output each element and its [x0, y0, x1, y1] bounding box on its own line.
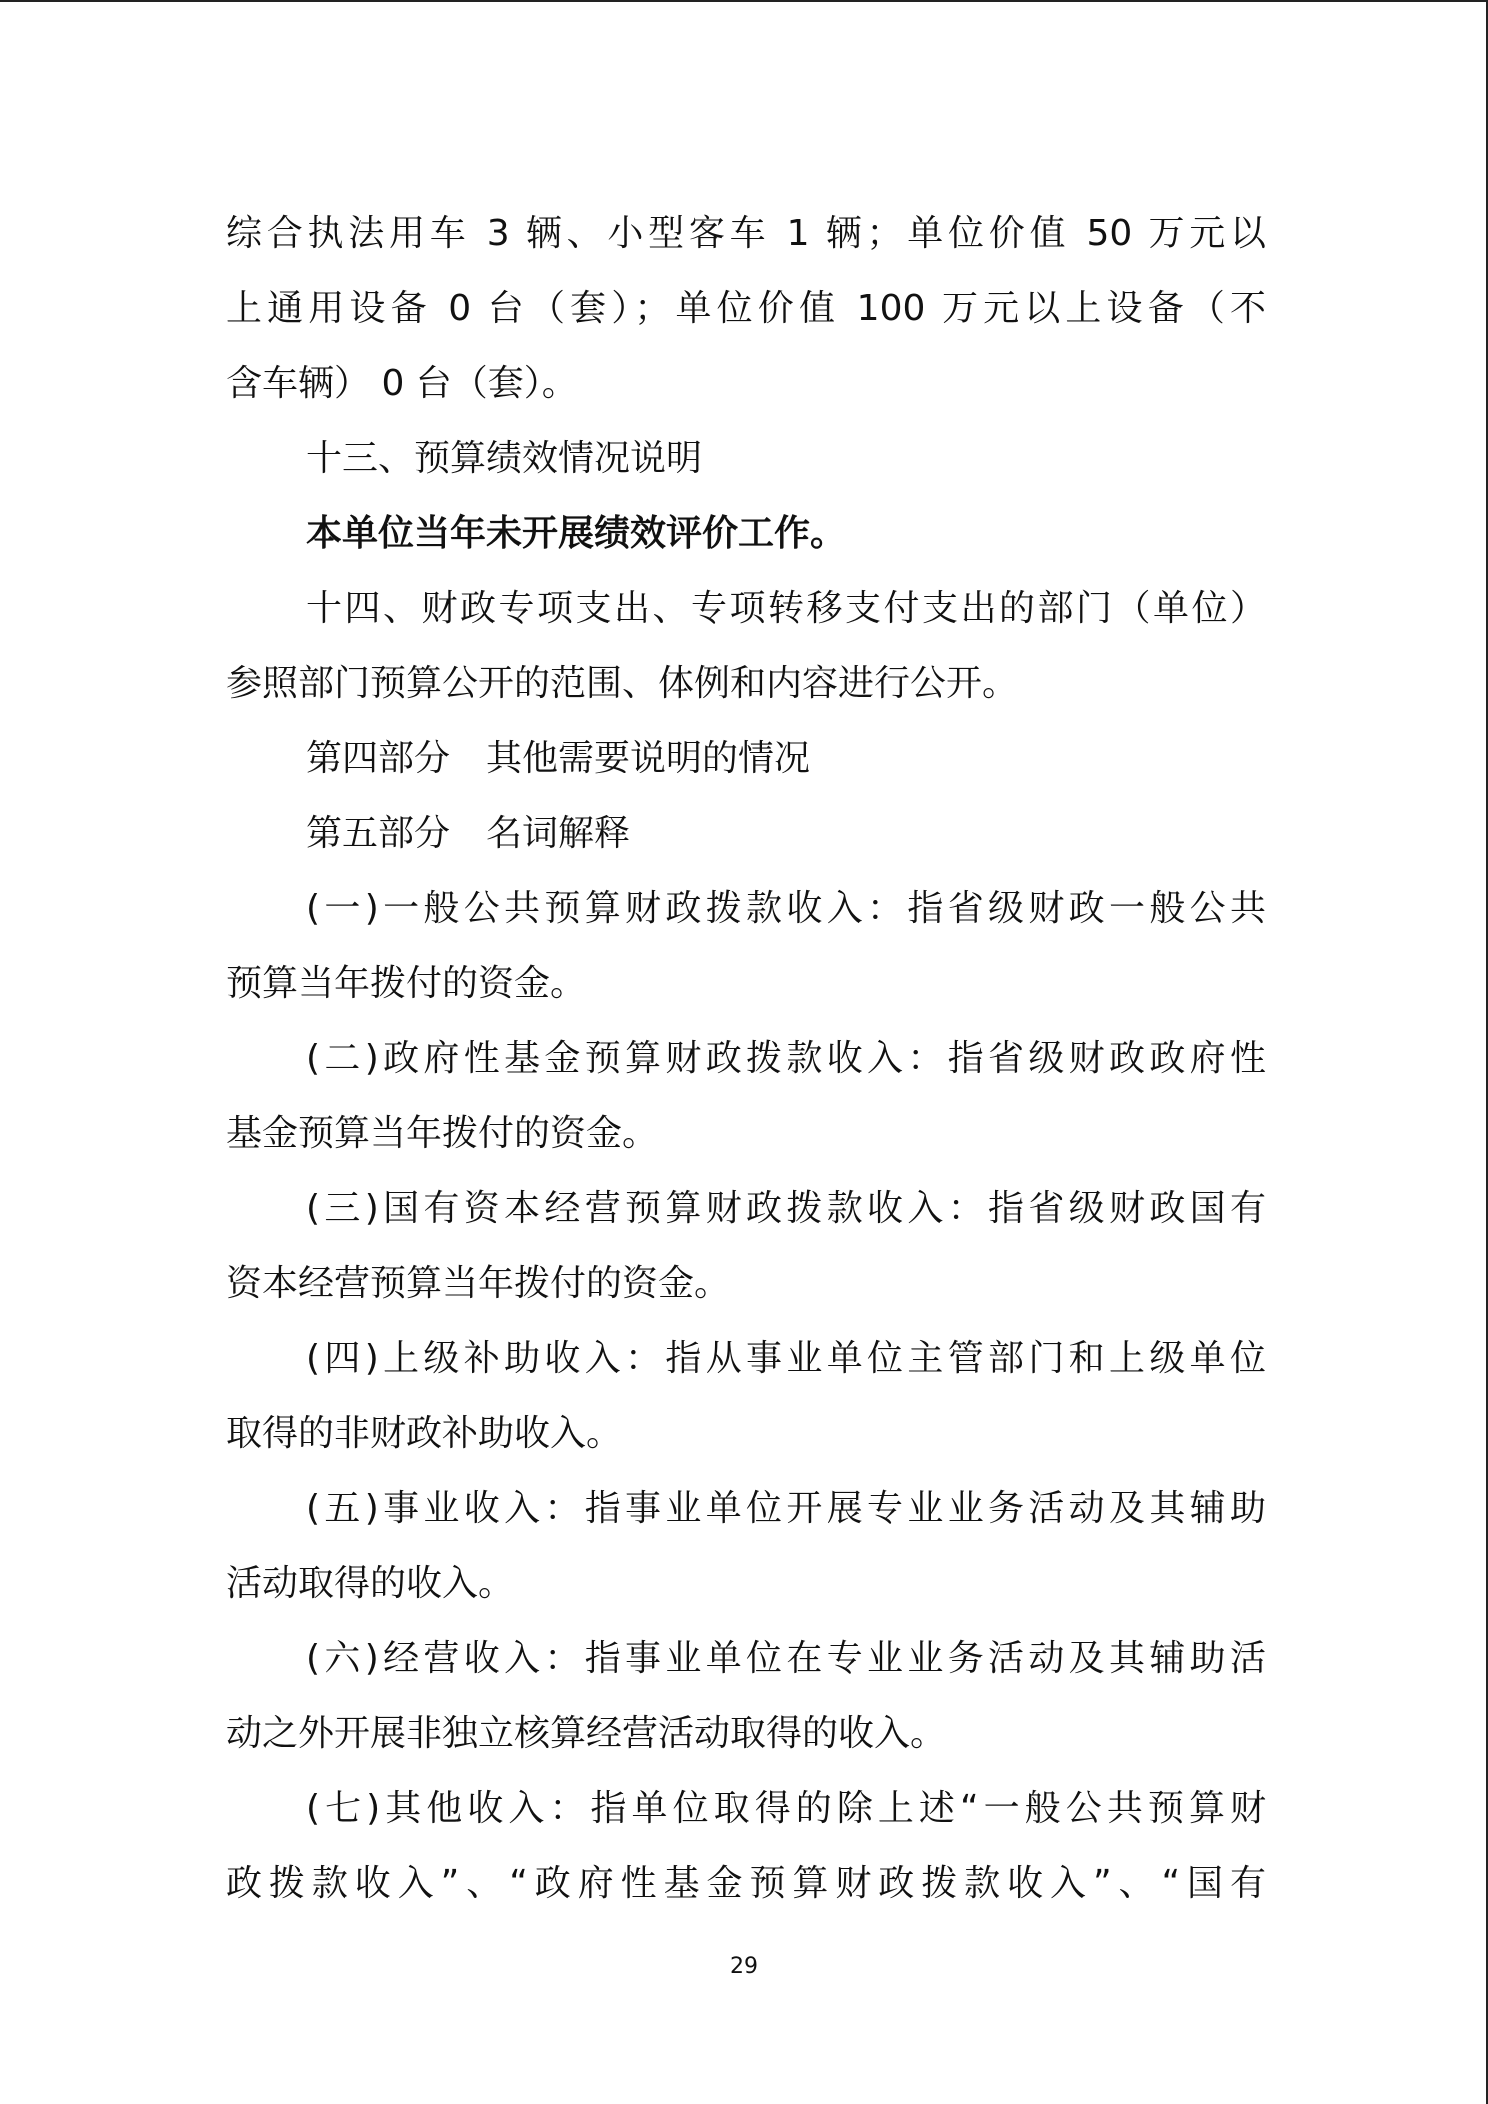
section-heading-14: 十四、财政专项支出、专项转移支付支出的部门（单位）	[306, 588, 1266, 629]
paragraph-line: 政拨款收入”、“政府性基金预算财政拨款收入”、“国有	[226, 1863, 1266, 1904]
part-heading-5: 第五部分 名词解释	[306, 813, 631, 854]
paragraph-line: 基金预算当年拨付的资金。	[226, 1113, 659, 1154]
part-heading-4: 第四部分 其他需要说明的情况	[306, 738, 811, 779]
paragraph-line: 预算当年拨付的资金。	[226, 963, 587, 1004]
section-heading-13: 十三、预算绩效情况说明	[306, 438, 703, 479]
page-border-top	[0, 0, 1488, 2]
paragraph-line: 上通用设备 0 台（套）；单位价值 100 万元以上设备（不	[226, 288, 1266, 329]
paragraph-line: 综合执法用车 3 辆、小型客车 1 辆；单位价值 50 万元以	[226, 213, 1266, 254]
paragraph-line: 动之外开展非独立核算经营活动取得的收入。	[226, 1713, 947, 1754]
term-item-6: (六)经营收入：指事业单位在专业业务活动及其辅助活	[306, 1638, 1266, 1679]
paragraph-line: 取得的非财政补助收入。	[226, 1413, 623, 1454]
document-body	[226, 196, 1266, 1921]
paragraph-line: 活动取得的收入。	[226, 1563, 515, 1604]
term-item-5: (五)事业收入：指事业单位开展专业业务活动及其辅助	[306, 1488, 1266, 1529]
term-item-2: (二)政府性基金预算财政拨款收入：指省级财政政府性	[306, 1038, 1266, 1079]
paragraph-line: 含车辆） 0 台（套）。	[226, 363, 578, 404]
term-item-4: (四)上级补助收入：指从事业单位主管部门和上级单位	[306, 1338, 1266, 1379]
term-item-7: (七)其他收入：指单位取得的除上述“一般公共预算财	[306, 1788, 1266, 1829]
term-item-1: (一)一般公共预算财政拨款收入：指省级财政一般公共	[306, 888, 1266, 929]
bold-statement: 本单位当年未开展绩效评价工作。	[306, 513, 847, 554]
paragraph-line: 资本经营预算当年拨付的资金。	[226, 1263, 731, 1304]
page-number: 29	[730, 1954, 758, 1979]
term-item-3: (三)国有资本经营预算财政拨款收入：指省级财政国有	[306, 1188, 1266, 1229]
paragraph-line: 参照部门预算公开的范围、体例和内容进行公开。	[226, 663, 1019, 704]
